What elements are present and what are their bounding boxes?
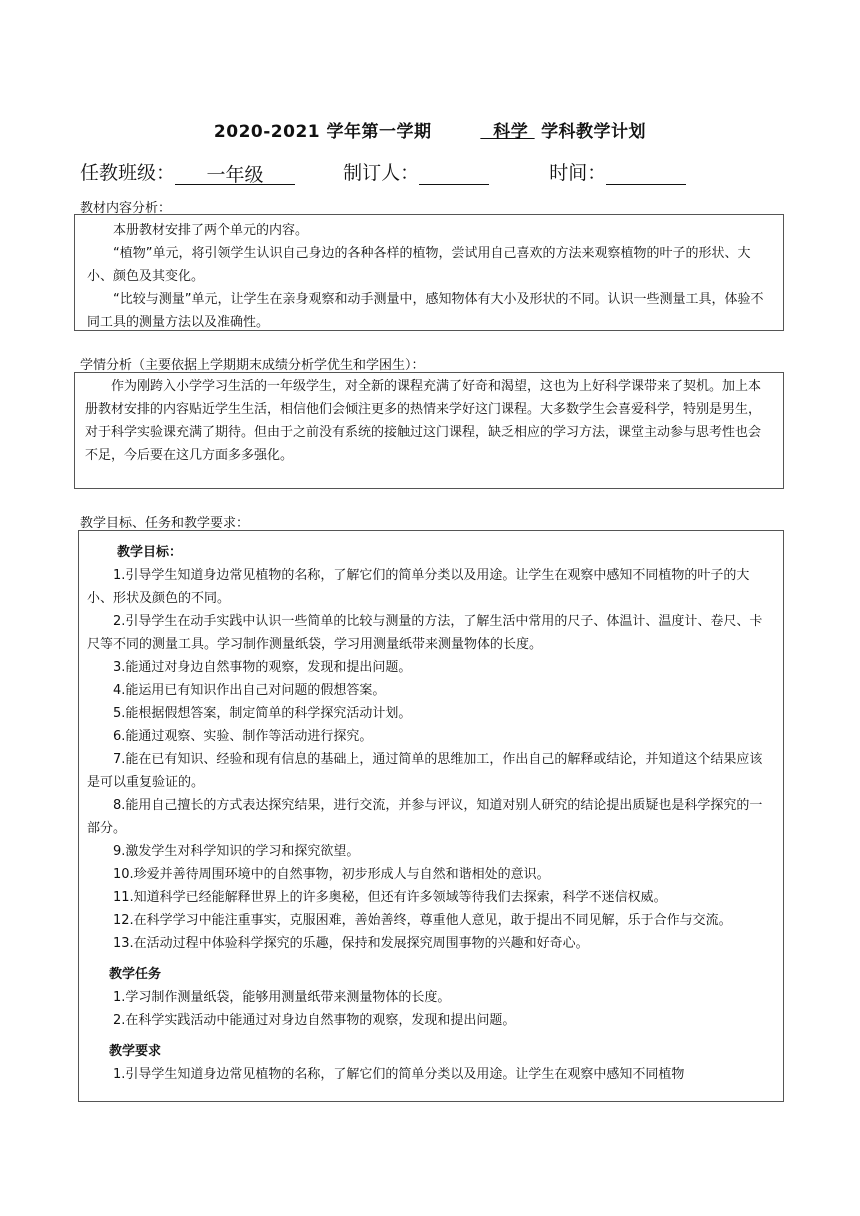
time-field (606, 160, 686, 185)
objective-item: 6.能通过观察、实验、制作等活动进行探究。 (113, 729, 373, 744)
tasks-heading: 教学任务 (109, 967, 162, 982)
objectives-heading: 教学目标： (117, 545, 183, 560)
title-prefix: 2020-2021 学年第一学期 (213, 122, 432, 142)
material-box (74, 214, 784, 331)
class-field: 一年级 (175, 160, 295, 185)
title-subject: 科学 (480, 122, 535, 142)
task-item: 2.在科学实践活动中能通过对身边自然事物的观察，发现和提出问题。 (113, 1013, 516, 1028)
class-label: 任教班级： (80, 162, 176, 184)
author-field (419, 160, 489, 185)
material-label: 教材内容分析： (80, 201, 172, 216)
time-label: 时间： (549, 162, 607, 184)
students-paragraph: 作为刚跨入小学学习生活的一年级学生，对全新的课程充满了好奇和渴望，这也为上好科学课带来了契机。加上本册教材安排的内容贴近学生生活，相信他们会倾注更多的热情来学好这门课程。大多数学生会喜爱科学，特别是男生，对于科学实验课充满了期待。但由于之前没有系统的接触过这门课程，缺乏相应的学习方法，课堂主动参与思考性也会不足，今后要在这几方面多多强化。 (85, 379, 762, 463)
objective-item: 7.能在已有知识、经验和现有信息的基础上，通过简单的思维加工，作出自己的解释或结论，并知道这个结果应该是可以重复验证的。 (87, 752, 763, 790)
objective-item: 13.在活动过程中体验科学探究的乐趣，保持和发展探究周围事物的兴趣和好奇心。 (113, 936, 589, 951)
author-label: 制订人： (343, 162, 420, 184)
objective-item: 8.能用自己擅长的方式表达探究结果，进行交流，并参与评议，知道对别人研究的结论提出质疑也是科学探究的一部分。 (87, 798, 763, 836)
students-box (74, 372, 784, 489)
task-item: 1.学习制作测量纸袋，能够用测量纸带来测量物体的长度。 (113, 990, 451, 1005)
document-title (0, 117, 860, 142)
material-paragraph: 本册教材安排了两个单元的内容。 (113, 223, 309, 238)
objective-item: 3.能通过对身边自然事物的观察，发现和提出问题。 (113, 660, 412, 675)
objective-item: 9.激发学生对科学知识的学习和探究欲望。 (113, 844, 360, 859)
students-label: 学情分析（主要依据上学期期末成绩分析学优生和学困生）： (80, 358, 425, 373)
requirements-heading: 教学要求 (109, 1044, 162, 1059)
title-suffix: 学科教学计划 (541, 122, 647, 142)
objective-item: 10.珍爱并善待周围环境中的自然事物，初步形成人与自然和谐相处的意识。 (113, 867, 550, 882)
objective-item: 4.能运用已有知识作出自己对问题的假想答案。 (113, 683, 386, 698)
material-paragraph: “植物”单元，将引领学生认识自己身边的各种各样的植物，尝试用自己喜欢的方法来观察植物的叶子的形状、大小、颜色及其变化。 (87, 246, 751, 284)
objective-item: 5.能根据假想答案，制定简单的科学探究活动计划。 (113, 706, 412, 721)
goals-label: 教学目标、任务和教学要求： (80, 516, 250, 531)
objective-item: 12.在科学学习中能注重事实，克服困难，善始善终，尊重他人意见，敢于提出不同见解，乐于合作与交流。 (113, 913, 732, 928)
info-row (80, 158, 686, 185)
objective-item: 1.引导学生知道身边常见植物的名称，了解它们的简单分类以及用途。让学生在观察中感知不同植物的叶子的大小、形状及颜色的不同。 (87, 568, 750, 606)
goals-box (78, 530, 784, 1102)
material-paragraph: “比较与测量”单元，让学生在亲身观察和动手测量中，感知物体有大小及形状的不同。认识一些测量工具，体验不同工具的测量方法以及准确性。 (87, 292, 764, 330)
objective-item: 2.引导学生在动手实践中认识一些简单的比较与测量的方法，了解生活中常用的尺子、体温计、温度计、卷尺、卡尺等不同的测量工具。学习制作测量纸袋，学习用测量纸带来测量物体的长度。 (87, 614, 763, 652)
requirement-item: 1.引导学生知道身边常见植物的名称，了解它们的简单分类以及用途。让学生在观察中感知不同植物 (113, 1067, 685, 1082)
objective-item: 11.知道科学已经能解释世界上的许多奥秘，但还有许多领域等待我们去探索，科学不迷信权威。 (113, 890, 667, 905)
